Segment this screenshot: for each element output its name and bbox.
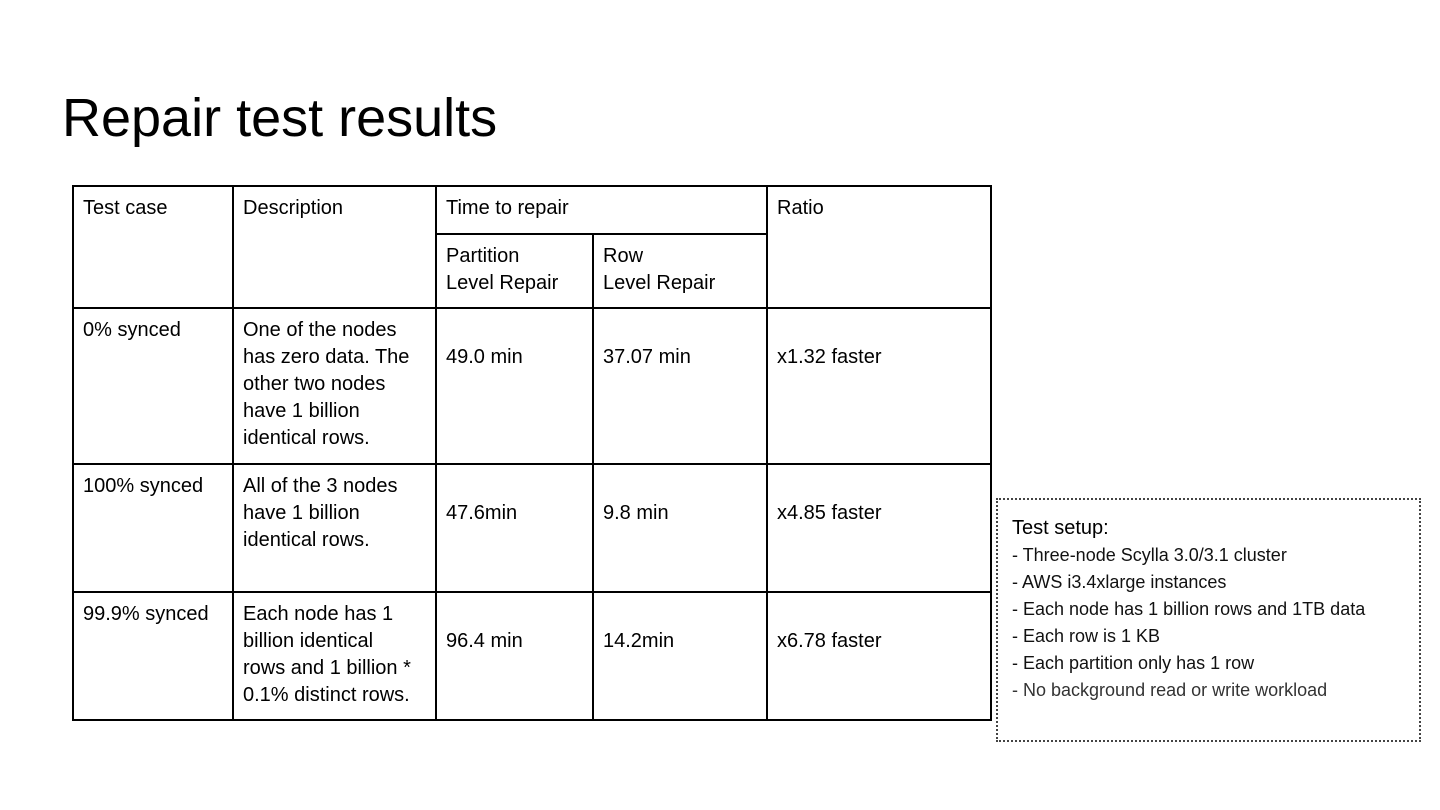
header-partition-level-repair — [436, 234, 593, 308]
header-partition-line: Partition — [446, 245, 520, 267]
cell-row-time: 37.07 min — [593, 308, 767, 464]
header-test-case: Test case — [73, 186, 233, 308]
slide-title: Repair test results — [62, 88, 498, 148]
cell-partition-time: 96.4 min — [436, 592, 593, 720]
table-header-row — [73, 186, 991, 234]
table-row — [73, 308, 991, 464]
test-setup-item: - Three-node Scylla 3.0/3.1 cluster — [1012, 545, 1287, 565]
description-line: Each node has 1 — [243, 603, 394, 625]
cell-test-case: 100% synced — [73, 464, 233, 592]
header-row-line: Level Repair — [603, 272, 716, 294]
description-line: have 1 billion — [243, 400, 360, 422]
test-setup-item: - Each row is 1 KB — [1012, 626, 1161, 646]
test-setup-title: Test setup: — [1012, 517, 1109, 539]
description-line: has zero data. The — [243, 346, 410, 368]
cell-row-time: 14.2min — [593, 592, 767, 720]
cell-description — [233, 308, 436, 464]
cell-ratio: x1.32 faster — [767, 308, 991, 464]
cell-ratio: x4.85 faster — [767, 464, 991, 592]
description-line: One of the nodes — [243, 319, 397, 341]
cell-ratio: x6.78 faster — [767, 592, 991, 720]
description-line: 0.1% distinct rows. — [243, 684, 410, 706]
test-setup-box — [996, 498, 1421, 742]
description-line: other two nodes — [243, 373, 386, 395]
header-ratio: Ratio — [767, 186, 991, 308]
test-setup-item: - No background read or write workload — [1012, 680, 1328, 700]
cell-partition-time: 49.0 min — [436, 308, 593, 464]
results-table — [72, 185, 992, 721]
cell-test-case: 99.9% synced — [73, 592, 233, 720]
header-description: Description — [233, 186, 436, 308]
table-row — [73, 464, 991, 592]
test-setup-item: - Each partition only has 1 row — [1012, 653, 1255, 673]
cell-row-time: 9.8 min — [593, 464, 767, 592]
header-partition-line: Level Repair — [446, 272, 559, 294]
cell-partition-time: 47.6min — [436, 464, 593, 592]
description-line: identical rows. — [243, 529, 370, 551]
description-line: All of the 3 nodes — [243, 475, 398, 497]
header-row-line: Row — [603, 245, 644, 267]
header-row-level-repair — [593, 234, 767, 308]
description-line: billion identical — [243, 630, 374, 652]
header-time-to-repair: Time to repair — [436, 186, 767, 234]
cell-test-case: 0% synced — [73, 308, 233, 464]
table-row — [73, 592, 991, 720]
description-line: have 1 billion — [243, 502, 360, 524]
test-setup-item: - Each node has 1 billion rows and 1TB data — [1012, 599, 1366, 619]
test-setup-item: - AWS i3.4xlarge instances — [1012, 572, 1227, 592]
description-line: rows and 1 billion * — [243, 657, 411, 679]
cell-description — [233, 464, 436, 592]
description-line: identical rows. — [243, 427, 370, 449]
cell-description — [233, 592, 436, 720]
